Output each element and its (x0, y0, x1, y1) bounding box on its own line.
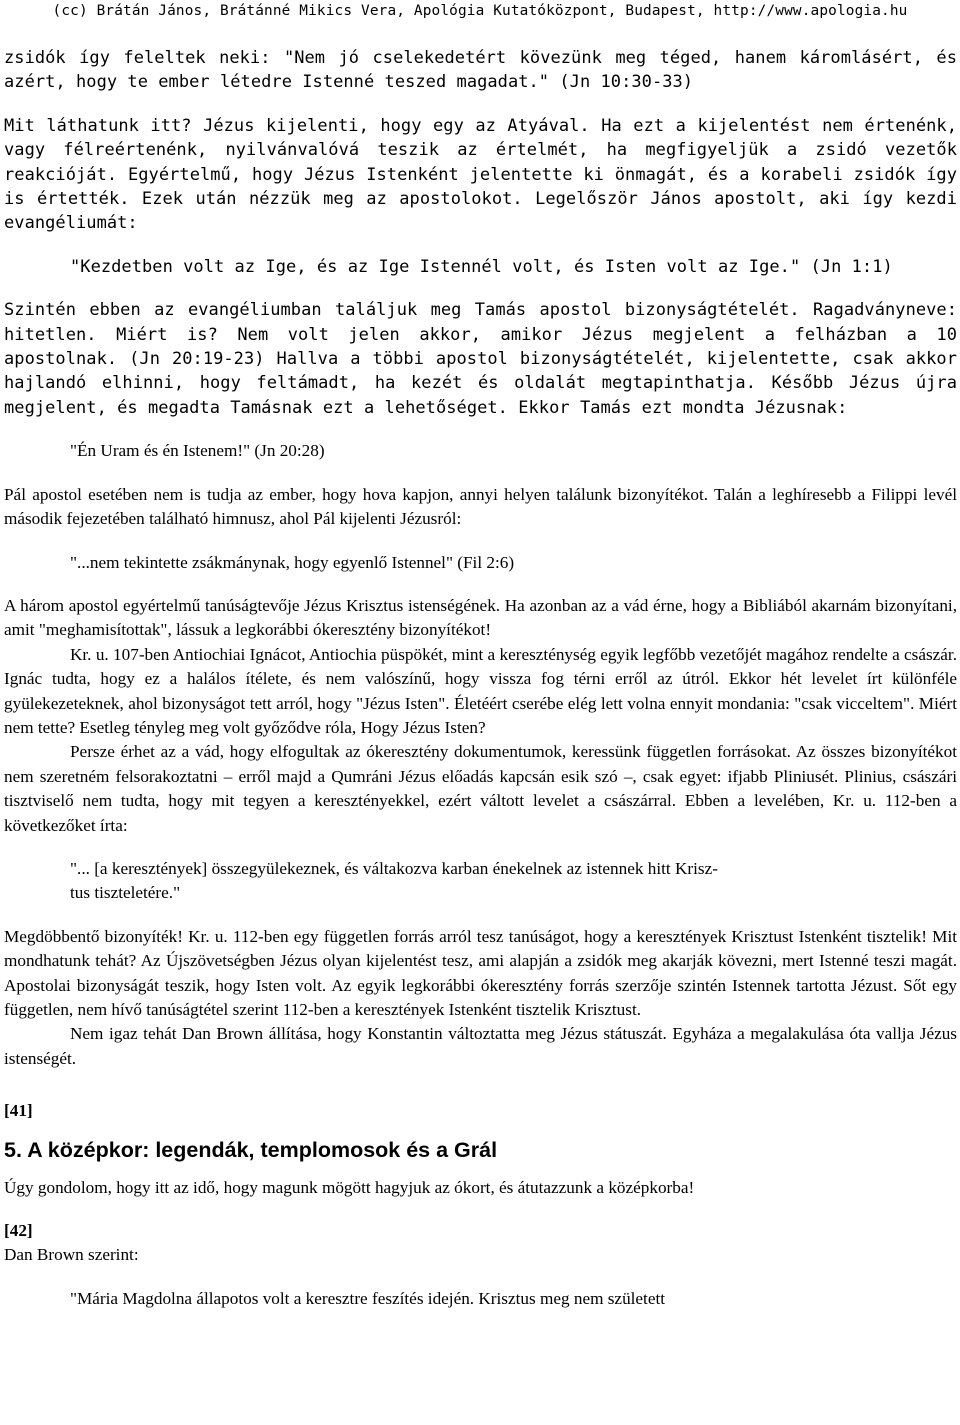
quote-fil-2: "...nem tekintette zsákmánynak, hogy egyenlő Istennel" (Fil 2:6) (70, 552, 515, 572)
paragraph-pliny: Persze érhet az a vád, hogy elfogultak az ókeresztény dokumentumok, keressünk független forrásokat. Az összes bizonyítékot nem szeretném felsorakoztatni – erről majd a Qumráni Jézus előadás kapcsán esik szó –, csak egyet: ifjabb Pliniusét. Plinius, császári tisztviselő nem tudta, hogy mit tegyen a keresztényekkel, ezért váltott levelet a császárral. Ebben a levelében, Kr. u. 112-ben a következőket írta: (4, 742, 957, 835)
paragraph-intro: Mit láthatunk itt? Jézus kijelenti, hogy egy az Atyával. Ha ezt a kijelentést nem értenénk, vagy félreértenénk, nyilvánvalóvá teszik az értelmét, ha megfigyeljük a zsidó vezetők reakcióját. Egyértelmű, hogy Jézus Istenként jelentette ki önmagát, és a korabeli zsidók így is értették. Ezek után nézzük meg az apostolokot. Legelőször János apostolt, aki így kezdi evangéliumát: (4, 115, 957, 234)
document-body (4, 46, 957, 1311)
quote-pliny-line-1: "... [a keresztények] összegyülekeznek, és váltakozva karban énekelnek az istennek hitt Krisz- (70, 858, 718, 878)
paragraph-apostles: A három apostol egyértelmű tanúságtevője Jézus Krisztus istenségének. Ha azonban az a vád érne, hogy a Bibliából akarnám bizonyítani, amit "meghamisítottak", lássuk a legkorábbi ókeresztény bizonyítékot! (4, 595, 957, 640)
page-header: (cc) Brátán János, Brátánné Mikics Vera, Apológia Kutatóközpont, Budapest, http://www.apologia.hu (52, 3, 908, 19)
quote-jn-1: "Kezdetben volt az Ige, és az Ige Istennél volt, és Isten volt az Ige." (Jn 1:1) (70, 256, 893, 277)
quote-mary-magdalene: "Mária Magdolna állapotos volt a keresztre feszítés idején. Krisztus meg nem született (70, 1288, 666, 1308)
paragraph-jn-10: zsidók így feleltek neki: "Nem jó cselekedetért kövezünk meg téged, hanem káromlásért, és azért, hogy te ember létedre Istenné teszed magadat." (Jn 10:30-33) (4, 48, 957, 93)
section-heading: 5. A középkor: legendák, templomosok és a Grál (4, 1137, 498, 1162)
paragraph-dan-brown-claim: Nem igaz tehát Dan Brown állítása, hogy Konstantin változtatta meg Jézus státuszát. Egyháza a megalakulása óta vallja Jézus istenségét. (4, 1024, 957, 1068)
page-reference-41: [41] (4, 1101, 33, 1121)
paragraph-paul: Pál apostol esetében nem is tudja az ember, hogy hova kapjon, annyi helyen találunk bizonyítékot. Talán a leghíresebb a Filippi levél második fejezetében található himnusz, ahol Pál kijelenti Jézusról: (4, 484, 957, 529)
page-reference-42: [42] (4, 1221, 33, 1241)
paragraph-conclusion: Megdöbbentő bizonyíték! Kr. u. 112-ben egy független forrás arról tesz tanúságot, hogy a keresztények Krisztust Istenként tisztelik! Mit mondhatunk tehát? Az Újszövetségben Jézus olyan kijelentést tesz, ami alapján a zsidók meg akarják kövezni, mert Istenné teszi magát. Apostolai bizonyságát teszik, hogy Isten volt. Az egyik legkorábbi ókeresztény forrás szerzője szintén Istennek tartotta Jézust. Sőt egy független, nem hívő tanúságtétel szerint 112-ben a keresztények Istenként tisztelik Krisztust. (4, 926, 957, 1019)
paragraph-dan-brown: Dan Brown szerint: (4, 1245, 139, 1265)
quote-jn-20: "Én Uram és én Istenem!" (Jn 20:28) (70, 441, 325, 461)
quote-pliny (70, 857, 910, 906)
paragraph-middle-ages: Úgy gondolom, hogy itt az idő, hogy magunk mögött hagyjuk az ókort, és átutazzunk a középkorba! (4, 1177, 695, 1197)
paragraph-ignatius: Kr. u. 107-ben Antiochiai Ignácot, Antiochia püspökét, mint a kereszténység egyik legfőbb vezetőjét magához rendelte a császár. Ignác tudta, hogy ez a halálos ítélete, és nem valószínű, hogy vissza fog térni erről az útról. Ekkor hét levelet írt különféle gyülekezeteknek, ahol bizonyságot tett arról, hogy "Jézus Isten". Életéért cserébe elég lett volna ennyit mondania: "csak vicceltem". Miért nem tette? Esetleg tényleg meg volt győződve róla, Hogy Jézus Isten? (4, 644, 957, 737)
quote-pliny-line-2: tus tiszteletére." (70, 883, 181, 903)
paragraph-thomas: Szintén ebben az evangéliumban találjuk meg Tamás apostol bizonyságtételét. Ragadványneve: hitetlen. Miért is? Nem volt jelen akkor, amikor Jézus megjelent a felházban a 10 apostolnak. (Jn 20:19-23) Hallva a többi apostol bizonyságtételét, kijelentette, csak akkor hajlandó elhinni, hogy feltámadt, ha kezét és oldalát megtapinthatja. Később Jézus újra megjelent, és megadta Tamásnak ezt a lehetőséget. Ekkor Tamás ezt mondta Jézusnak: (4, 300, 957, 418)
